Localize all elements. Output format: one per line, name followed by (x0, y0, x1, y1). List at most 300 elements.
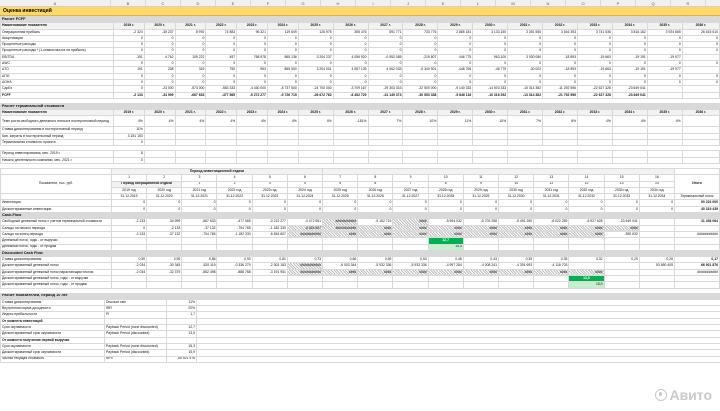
cell[interactable]: ########### (287, 269, 322, 275)
cell[interactable]: -11 292 596 (543, 86, 578, 92)
cell[interactable]: 4 762 (144, 54, 175, 60)
cell[interactable]: -3 709 167 (333, 86, 368, 92)
cell[interactable]: -13 314 382 (508, 92, 543, 98)
cell[interactable]: 7% (508, 116, 543, 127)
cell[interactable]: 191 (113, 67, 144, 73)
cell[interactable]: 0 (473, 61, 508, 67)
cell[interactable]: 0 (647, 73, 682, 79)
cell[interactable]: 0,66 (323, 257, 358, 263)
cell[interactable]: 0 (438, 61, 473, 67)
cell[interactable]: -5 152 715 (358, 219, 393, 225)
cell[interactable]: #### (463, 231, 498, 237)
cell[interactable]: -37 132 (147, 231, 182, 237)
cell[interactable]: 0,86 (182, 257, 217, 263)
cell[interactable]: 0 (144, 61, 175, 67)
cell[interactable]: -5 846 116 (438, 92, 473, 98)
cell[interactable]: 4% (647, 116, 682, 127)
cell[interactable]: #### (428, 225, 463, 231)
cell[interactable]: 0 (175, 42, 206, 48)
cell[interactable]: 53 650 405 (639, 263, 674, 269)
cell[interactable]: -1 182 330 (252, 225, 287, 231)
cell[interactable]: 0 (403, 61, 438, 67)
cell[interactable]: 0 (144, 48, 175, 54)
cell[interactable]: 3 204 237 (298, 54, 333, 60)
cell[interactable]: #### (569, 225, 604, 231)
cell[interactable]: 4% (175, 116, 206, 127)
cell[interactable]: -0 472 551 (287, 219, 322, 225)
cell[interactable]: -19 977 (647, 54, 682, 60)
cell[interactable]: 0,50 (111, 257, 146, 263)
cell[interactable]: 0 (175, 61, 206, 67)
cell[interactable]: 0 (182, 200, 217, 206)
cell[interactable]: 0 (147, 200, 182, 206)
cell[interactable]: -477 565 (206, 92, 237, 98)
cell[interactable]: 4 056 920 (333, 54, 368, 60)
cell[interactable]: 10% (473, 116, 508, 127)
cell[interactable]: 0 (473, 73, 508, 79)
cell[interactable]: 0 (113, 157, 144, 163)
cell[interactable]: -10 314 382 (508, 86, 543, 92)
cell[interactable]: 0 (569, 200, 604, 206)
cell[interactable]: -6 927 628 (569, 219, 604, 225)
cell[interactable]: #### (463, 225, 498, 231)
cell[interactable]: -37 132 (182, 225, 217, 231)
cell[interactable]: -30 553 338 (403, 92, 438, 98)
cell[interactable]: -32 379 (147, 269, 182, 275)
cell[interactable]: 0 (682, 79, 719, 85)
cell[interactable]: 1,7 (167, 312, 197, 318)
cell[interactable]: 0 (267, 61, 298, 67)
cell[interactable]: 4 062 033 (368, 67, 403, 73)
cell[interactable]: 0 (217, 206, 252, 212)
cell[interactable]: -18 893 (543, 54, 578, 60)
cell[interactable]: 0 (358, 200, 393, 206)
cell[interactable]: -552 498 (182, 269, 217, 275)
cell[interactable]: ########### (323, 219, 358, 225)
cell[interactable]: -29 303 333 (368, 86, 403, 92)
cell[interactable]: ########### (287, 263, 322, 269)
cell[interactable]: 0 (473, 42, 508, 48)
cell[interactable]: 0 (368, 42, 403, 48)
cell[interactable]: 8 (113, 151, 144, 157)
cell[interactable]: 0,53 (393, 257, 428, 263)
cell[interactable]: 0,35 (534, 257, 569, 263)
cell[interactable]: #### (534, 225, 569, 231)
cell[interactable]: 0 (403, 35, 438, 41)
cell[interactable]: 0 (206, 42, 237, 48)
cell[interactable]: 0 (393, 206, 428, 212)
cell[interactable]: 0 (578, 48, 613, 54)
cell[interactable]: 0 (147, 206, 182, 212)
cell[interactable]: 0 (368, 35, 403, 41)
cell[interactable]: -10 316 292 (473, 92, 508, 98)
cell[interactable]: 0 (323, 206, 358, 212)
cell[interactable]: #### (393, 269, 428, 275)
cell[interactable]: 0 (508, 42, 543, 48)
cell[interactable]: -19 663 (578, 67, 613, 73)
cell[interactable]: -35 237 (144, 29, 175, 35)
cell[interactable]: 0 (206, 73, 237, 79)
cell[interactable]: 0 (113, 86, 144, 92)
cell[interactable]: 0 (438, 42, 473, 48)
cell[interactable]: -0 212 277 (252, 219, 287, 225)
cell[interactable]: -46 775 (473, 67, 508, 73)
cell[interactable]: 0 (438, 35, 473, 41)
cell[interactable]: 7% (368, 116, 403, 127)
cell[interactable]: 0,48 (428, 257, 463, 263)
cell[interactable]: 865 500 (267, 67, 298, 73)
cell[interactable]: #### (393, 225, 428, 231)
cell[interactable]: -23 649 041 (612, 92, 647, 98)
cell[interactable]: 0 (612, 61, 647, 67)
total-cell[interactable]: ########### (674, 231, 719, 237)
cell[interactable]: -0 336 270 (217, 263, 252, 269)
cell[interactable]: 0 (113, 42, 144, 48)
cell[interactable]: 0 (473, 48, 508, 54)
cell[interactable]: -23 649 041 (604, 219, 639, 225)
cell[interactable]: 0 (237, 42, 268, 48)
cell[interactable]: 446 775 (438, 54, 473, 60)
cell[interactable]: 3 924 665 (647, 29, 682, 35)
cell[interactable]: 0 (333, 48, 368, 54)
cell[interactable]: 3 351 550 (508, 29, 543, 35)
cell[interactable]: -2 034 (111, 269, 146, 275)
cell[interactable]: 0 (267, 48, 298, 54)
cell[interactable]: 0 (175, 48, 206, 54)
cell[interactable]: 0 (403, 79, 438, 85)
cell[interactable]: -2 133 (147, 225, 182, 231)
cell[interactable]: 0 (175, 35, 206, 41)
cell[interactable]: 0 (333, 61, 368, 67)
cell[interactable]: 96 321 (237, 29, 268, 35)
cell[interactable]: 4% (113, 116, 144, 127)
cell[interactable] (197, 356, 720, 362)
cell[interactable]: -667 633 (182, 219, 217, 225)
cell[interactable]: 0 (113, 140, 144, 146)
cell[interactable]: #### (358, 231, 393, 237)
cell[interactable]: -2 303 183 (252, 263, 287, 269)
cell[interactable]: -4 430 000 (237, 86, 268, 92)
total-cell[interactable]: ########### (674, 269, 719, 275)
cell[interactable]: 0 (175, 73, 206, 79)
cell[interactable]: 20% (167, 306, 197, 312)
cell[interactable]: 0 (206, 79, 237, 85)
cell[interactable]: -6 003 344 (323, 263, 358, 269)
cell[interactable]: -2 034 (111, 263, 146, 269)
cell[interactable]: -583 333 (206, 86, 237, 92)
cell[interactable]: -888 768 (217, 269, 252, 275)
col-B[interactable]: B (111, 0, 146, 6)
cell[interactable]: 0 (403, 48, 438, 54)
cell[interactable]: -5 491 250 (499, 219, 534, 225)
cell[interactable]: 0 (237, 35, 268, 41)
cell[interactable]: ########### (287, 231, 322, 237)
cell[interactable]: 0 (298, 35, 333, 41)
col-C[interactable]: C (146, 0, 181, 6)
cell[interactable]: 0 (113, 79, 144, 85)
cell[interactable]: 0 (113, 35, 144, 41)
cell[interactable]: #### (428, 231, 463, 237)
cell[interactable]: 0 (298, 61, 333, 67)
cell[interactable]: 0 (612, 42, 647, 48)
cell[interactable]: 0 (298, 73, 333, 79)
col-Q[interactable]: Q (636, 0, 671, 6)
cell[interactable]: -0 552 085 (368, 54, 403, 60)
cell[interactable]: -24 700 000 (298, 86, 333, 92)
cell[interactable]: 119 649 (267, 29, 298, 35)
cell[interactable]: 0 (508, 73, 543, 79)
cell[interactable]: 0 (543, 79, 578, 85)
cell[interactable]: 0 (508, 48, 543, 54)
cell[interactable]: 0 (647, 79, 682, 85)
cell[interactable]: 3 741 536 (578, 29, 613, 35)
cell[interactable]: 0 (578, 79, 613, 85)
cell[interactable]: 0 (175, 79, 206, 85)
cell[interactable]: 0 (534, 200, 569, 206)
total-cell[interactable]: 31 436 064 (674, 219, 719, 225)
col-M[interactable]: M (496, 0, 531, 6)
cell[interactable]: 4% (206, 116, 237, 127)
cell[interactable]: -6 454 607 (287, 225, 322, 231)
col-E[interactable]: E (216, 0, 251, 6)
cell[interactable]: 0 (113, 48, 144, 54)
col-J[interactable]: J (391, 0, 426, 6)
cell[interactable]: 0 (358, 206, 393, 212)
cell[interactable]: #### (393, 219, 428, 225)
cell[interactable]: 0 (111, 225, 146, 231)
cell[interactable]: 26 615 610 (682, 29, 719, 35)
cell[interactable]: -1 182 330 (217, 231, 252, 237)
col-N[interactable]: N (531, 0, 566, 6)
table-row[interactable] (1, 116, 720, 127)
cell[interactable]: 0 (534, 206, 569, 212)
cell[interactable]: -2 324 (113, 29, 144, 35)
cell[interactable]: 0 (144, 35, 175, 41)
cell[interactable]: 0 (368, 48, 403, 54)
cell[interactable]: 319 (175, 67, 206, 73)
cell[interactable]: -22 627 328 (578, 86, 613, 92)
cell[interactable]: 0 (113, 73, 144, 79)
cell[interactable]: 0 (463, 206, 498, 212)
cell[interactable]: #### (499, 225, 534, 231)
cell[interactable]: ########### (323, 225, 358, 231)
cell[interactable]: 3 816 162 (612, 29, 647, 35)
cell[interactable]: 0 (206, 61, 237, 67)
cell[interactable]: -520 119 (182, 263, 217, 269)
investment-period-table[interactable] (0, 168, 720, 293)
cell[interactable]: -573 000 (175, 86, 206, 92)
cell[interactable]: -8 737 500 (267, 86, 298, 92)
cell[interactable]: 0 (604, 206, 639, 212)
cell[interactable]: 0 (368, 73, 403, 79)
cell[interactable]: 0 (368, 61, 403, 67)
highlight-cell[interactable]: 12,7 (428, 238, 463, 244)
cell[interactable]: 0 (543, 73, 578, 79)
cell[interactable]: 0 (578, 73, 613, 79)
cell[interactable]: #### (499, 269, 534, 275)
cell[interactable] (682, 116, 719, 127)
cell[interactable]: 0 (403, 73, 438, 79)
cell[interactable]: -19 191 (612, 67, 647, 73)
cell[interactable]: 0 (508, 61, 543, 67)
cell[interactable]: -34 999 (144, 92, 175, 98)
cell[interactable]: 0 (267, 79, 298, 85)
cell[interactable]: -2 133 (113, 92, 144, 98)
cell[interactable]: 733 776 (403, 29, 438, 35)
fcff-table[interactable] (0, 16, 720, 103)
cell[interactable]: -4 391 693 (499, 263, 534, 269)
cell[interactable]: #### (499, 231, 534, 237)
cell[interactable]: #### (323, 231, 358, 237)
cell[interactable]: 0 (237, 79, 268, 85)
cell[interactable]: #### (358, 225, 393, 231)
cell[interactable]: -9 140 333 (438, 86, 473, 92)
total-cell[interactable]: 90 224 000 (674, 200, 719, 206)
cell[interactable]: 4% (577, 116, 612, 127)
cell[interactable]: 963 100 (473, 54, 508, 60)
cell[interactable]: 0,39 (499, 257, 534, 263)
cell[interactable]: -6 022 259 (534, 219, 569, 225)
cell[interactable]: 0 (287, 200, 322, 206)
cell[interactable]: -19 977 (647, 67, 682, 73)
cell[interactable]: 0 (267, 73, 298, 79)
col-A[interactable]: A (0, 0, 111, 6)
cell[interactable]: -448 765 (438, 67, 473, 73)
cell[interactable]: #### (569, 269, 604, 275)
cell[interactable]: 109 222 (175, 54, 206, 60)
cell[interactable]: 0 (206, 35, 237, 41)
cell[interactable]: 0,73 (287, 257, 322, 263)
indicators-table[interactable] (0, 293, 720, 363)
cell[interactable]: -704 765 (182, 231, 217, 237)
cell[interactable]: 0,59 (358, 257, 393, 263)
cell[interactable]: 4% (237, 116, 268, 127)
cell[interactable]: 4 087 135 (333, 67, 368, 73)
cell[interactable]: 0 (333, 73, 368, 79)
col-O[interactable]: O (566, 0, 601, 6)
column-header-row[interactable] (0, 0, 720, 7)
cell[interactable]: 0 (578, 61, 613, 67)
cell[interactable]: 0 (438, 48, 473, 54)
cell[interactable]: 0 (612, 79, 647, 85)
highlight-cell[interactable]: 13,5 (569, 275, 604, 281)
cell[interactable]: -6 452 729 (333, 92, 368, 98)
cell[interactable]: 11% (438, 116, 473, 127)
cell[interactable]: 11% (113, 127, 144, 133)
cell[interactable]: 0 (647, 42, 682, 48)
cell[interactable]: 0 (144, 73, 175, 79)
cell[interactable]: -34 999 (147, 219, 182, 225)
col-L[interactable]: L (461, 0, 496, 6)
cell[interactable]: 0 (438, 79, 473, 85)
cell[interactable]: 0 (473, 35, 508, 41)
cell[interactable]: 0,26 (639, 257, 674, 263)
cell[interactable]: 497 (206, 54, 237, 60)
cell[interactable]: 355 476 (333, 29, 368, 35)
cell[interactable]: 0 (144, 42, 175, 48)
cell[interactable]: 0 (252, 200, 287, 206)
cell[interactable]: 3 133 150 (473, 29, 508, 35)
cell[interactable]: #### (323, 269, 358, 275)
cell[interactable]: 126 975 (298, 29, 333, 35)
cell[interactable]: 15,3 (167, 343, 197, 349)
cell[interactable]: 0 (543, 61, 578, 67)
total-cell[interactable]: 66 921 876 (674, 263, 719, 269)
cell[interactable]: -19 663 (578, 54, 613, 60)
cell[interactable]: 0,90 (217, 257, 252, 263)
cell[interactable]: 0 (428, 206, 463, 212)
cell[interactable]: -477 565 (217, 219, 252, 225)
cell[interactable]: 4% (612, 116, 647, 127)
cell[interactable]: 8 992 (175, 29, 206, 35)
cell[interactable]: 0,29 (604, 257, 639, 263)
cell[interactable]: -23 000 (144, 86, 175, 92)
cell[interactable]: 0 (463, 200, 498, 206)
cell[interactable]: -9 726 715 (267, 92, 298, 98)
cell[interactable]: #### (393, 231, 428, 237)
cell[interactable]: 0,43 (463, 257, 498, 263)
table-row[interactable] (1, 356, 720, 362)
cell[interactable]: 3 151 153 (113, 133, 144, 139)
cell[interactable]: -5 933 336 (393, 263, 428, 269)
cell[interactable]: 0 (298, 48, 333, 54)
cell[interactable]: 750 (206, 67, 237, 73)
cell[interactable]: -219 807 (403, 54, 438, 60)
cell[interactable]: -3 191 951 (252, 269, 287, 275)
cell[interactable]: 0 (612, 48, 647, 54)
col-K[interactable]: K (426, 0, 461, 6)
cell[interactable]: 0 (333, 35, 368, 41)
cell[interactable]: 0 (682, 35, 719, 41)
cell[interactable]: 11% (167, 299, 197, 305)
cell[interactable]: -5 594 032 (428, 219, 463, 225)
cell[interactable]: 0 (323, 200, 358, 206)
cell[interactable]: 0,81 (252, 257, 287, 263)
cell[interactable]: 0,95 (147, 257, 182, 263)
cell[interactable]: 0 (578, 42, 613, 48)
cell[interactable]: -704 765 (217, 225, 252, 231)
cell[interactable]: #### (428, 269, 463, 275)
cell[interactable]: 0 (473, 79, 508, 85)
cell[interactable]: -191 (113, 54, 144, 60)
cell[interactable]: 0 (144, 79, 175, 85)
cell[interactable]: 0 (508, 79, 543, 85)
cell[interactable]: 953 (237, 67, 268, 73)
cell[interactable]: 3 204 001 (298, 67, 333, 73)
total-cell[interactable]: 40 319 439 (674, 206, 719, 212)
col-G[interactable]: G (286, 0, 321, 6)
cell[interactable]: 0,32 (569, 257, 604, 263)
col-F[interactable]: F (251, 0, 286, 6)
cell[interactable]: 0 (499, 200, 534, 206)
col-R[interactable]: R (671, 0, 706, 6)
cell[interactable]: -667 633 (175, 92, 206, 98)
cell[interactable]: 768 978 (237, 54, 268, 60)
cell[interactable]: -4 997 284 (428, 263, 463, 269)
cell[interactable]: 0 (647, 61, 682, 67)
cell[interactable]: 12,7 (167, 325, 197, 331)
cell[interactable]: -4 118 703 (534, 263, 569, 269)
cell[interactable]: 0 (578, 35, 613, 41)
cell[interactable]: 4% (267, 116, 298, 127)
cell[interactable]: 3 516 393 (543, 29, 578, 35)
cell[interactable]: 0 (287, 206, 322, 212)
cell[interactable]: -19 191 (612, 54, 647, 60)
cell[interactable]: 591 771 (368, 29, 403, 35)
cell[interactable]: 0 (267, 35, 298, 41)
cell[interactable]: 74 883 (206, 29, 237, 35)
cell[interactable]: -390 632 (604, 231, 639, 237)
